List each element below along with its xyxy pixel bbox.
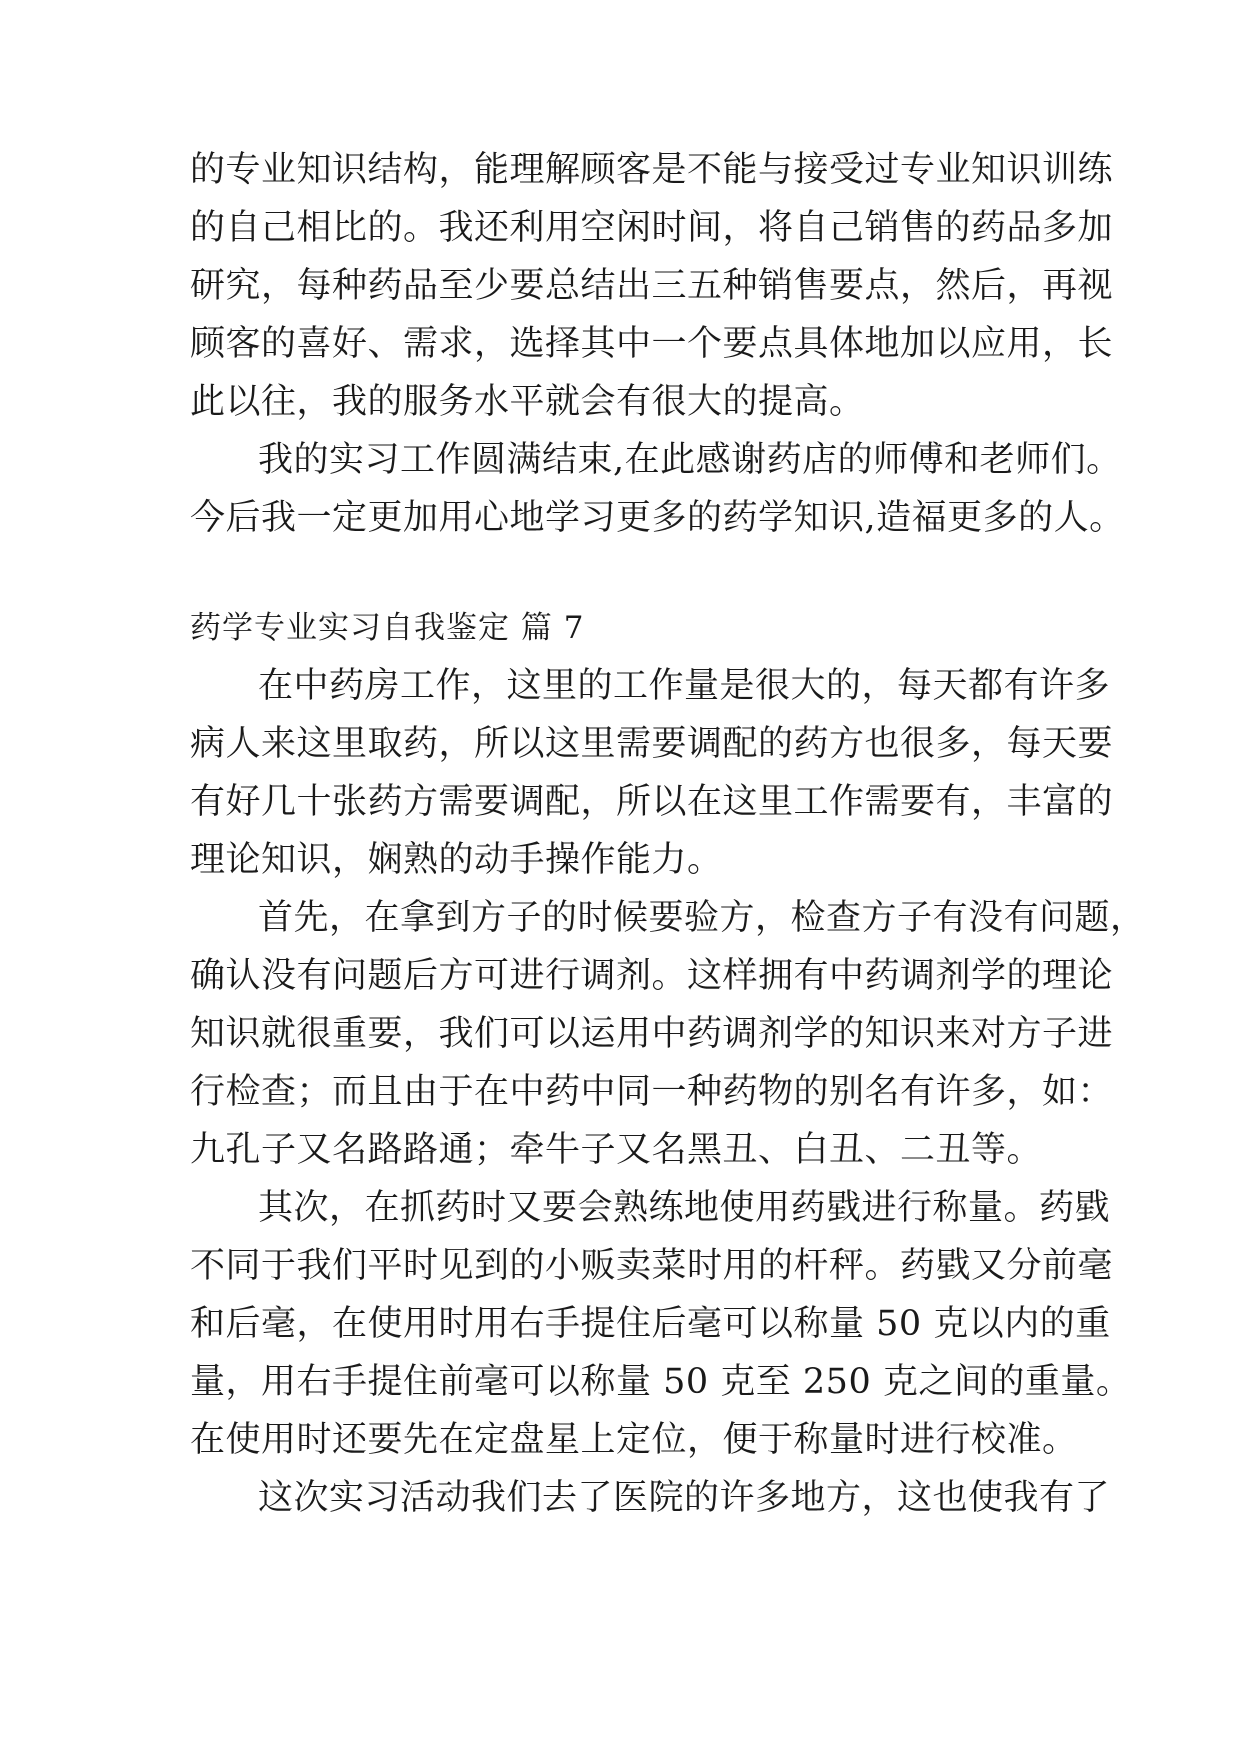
section-heading: 药学专业实习自我鉴定 篇 7 (190, 610, 585, 646)
paragraph-line: 此以往，我的服务水平就会有很大的提高。 (190, 382, 865, 422)
paragraph-line: 有好几十张药方需要调配，所以在这里工作需要有，丰富的 (190, 782, 1114, 822)
paragraph-line: 病人来这里取药，所以这里需要调配的药方也很多，每天要 (190, 724, 1114, 764)
paragraph-line: 理论知识，娴熟的动手操作能力。 (190, 840, 723, 880)
paragraph-line: 的专业知识结构，能理解顾客是不能与接受过专业知识训练 (190, 150, 1114, 190)
paragraph-line: 研究，每种药品至少要总结出三五种销售要点，然后，再视 (190, 266, 1114, 306)
paragraph-line: 在中药房工作，这里的工作量是很大的，每天都有许多 (258, 666, 1111, 706)
paragraph-line: 的自己相比的。我还利用空闲时间，将自己销售的药品多加 (190, 208, 1114, 248)
paragraph-line: 其次，在抓药时又要会熟练地使用药戥进行称量。药戥 (258, 1188, 1111, 1228)
paragraph-line: 九孔子又名路路通；牵牛子又名黑丑、白丑、二丑等。 (190, 1130, 1043, 1170)
paragraph-line: 量，用右手提住前毫可以称量 50 克至 250 克之间的重量。 (190, 1362, 1132, 1402)
paragraph-line: 首先，在拿到方子的时候要验方，检查方子有没有问题， (258, 898, 1146, 938)
paragraph-line: 在使用时还要先在定盘星上定位，便于称量时进行校准。 (190, 1420, 1078, 1460)
paragraph-line: 确认没有问题后方可进行调剂。这样拥有中药调剂学的理论 (190, 956, 1114, 996)
paragraph-line: 今后我一定更加用心地学习更多的药学知识,造福更多的人。 (190, 498, 1125, 538)
paragraph-line: 这次实习活动我们去了医院的许多地方，这也使我有了 (258, 1478, 1111, 1518)
paragraph-line: 行检查；而且由于在中药中同一种药物的别名有许多，如： (190, 1072, 1114, 1112)
paragraph-line: 我的实习工作圆满结束,在此感谢药店的师傅和老师们。 (258, 440, 1122, 480)
paragraph-line: 和后毫，在使用时用右手提住后毫可以称量 50 克以内的重 (190, 1304, 1111, 1344)
paragraph-line: 顾客的喜好、需求，选择其中一个要点具体地加以应用，长 (190, 324, 1114, 364)
paragraph-line: 知识就很重要，我们可以运用中药调剂学的知识来对方子进 (190, 1014, 1114, 1054)
paragraph-line: 不同于我们平时见到的小贩卖菜时用的杆秤。药戥又分前毫 (190, 1246, 1114, 1286)
